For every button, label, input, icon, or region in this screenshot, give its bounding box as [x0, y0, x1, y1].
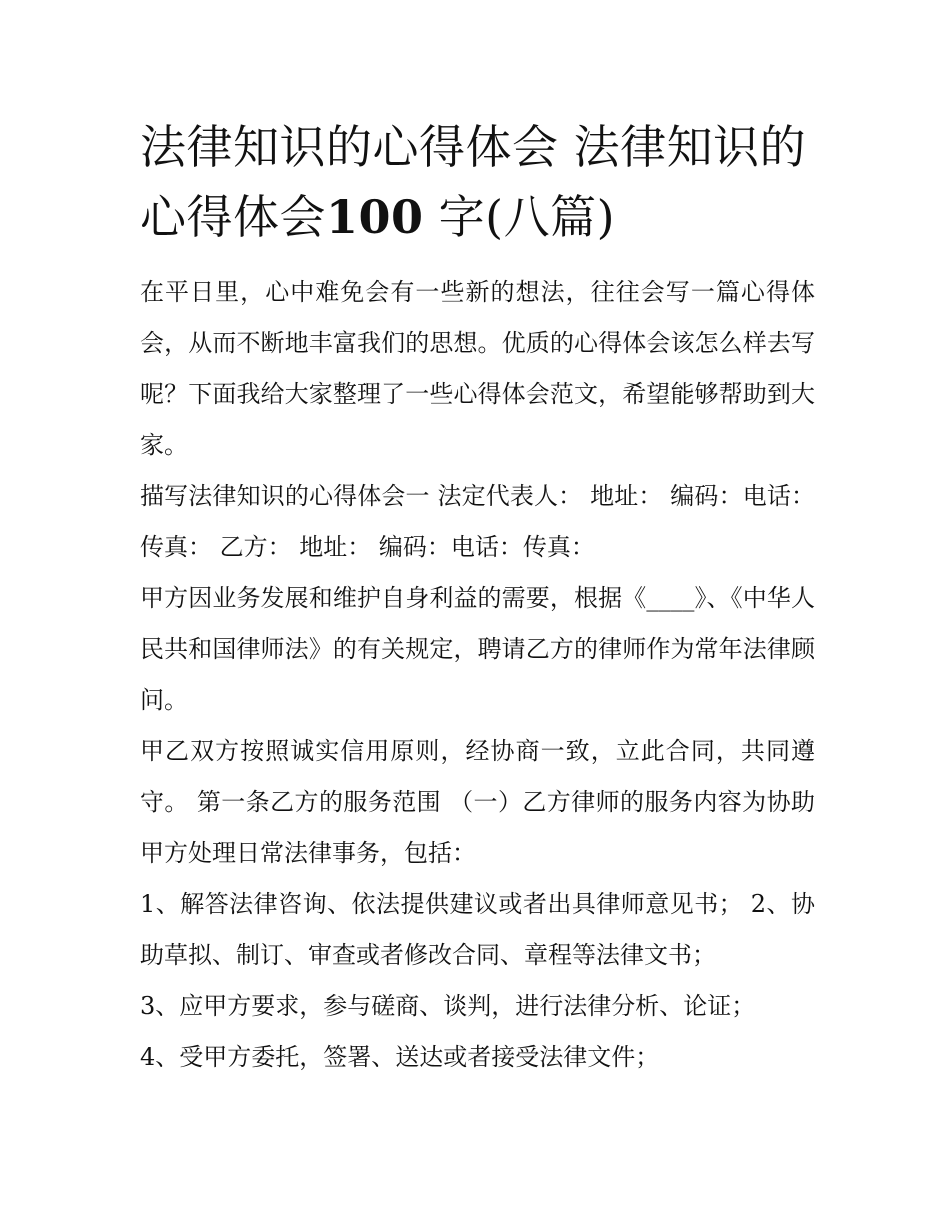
paragraph-contract-parties: 描写法律知识的心得体会一 法定代表人： 地址： 编码：电话：传真： 乙方： 地址： 编码：电话：传真： — [140, 482, 815, 561]
title-text-part1: 法律知识的心得体会 法律知识的心得体会 — [140, 120, 807, 244]
paragraph-agreement: 甲乙双方按照诚实信用原则，经协商一致，立此合同，共同遵守。 第一条乙方的服务范围 （一）乙方律师的服务内容为协助甲方处理日常法律事务，包括： — [140, 737, 815, 867]
paragraph-item-3: 3、应甲方要求，参与磋商、谈判，进行法律分析、论证； — [140, 992, 756, 1020]
title-number: 100 — [326, 190, 424, 244]
paragraph-item-1-2: 1、解答法律咨询、依法提供建议或者出具律师意见书； 2、协助草拟、制订、审查或者修改合同、章程等法律文书； — [140, 890, 815, 969]
paragraph-item-4: 4、受甲方委托，签署、送达或者接受法律文件； — [140, 1043, 660, 1071]
document-title — [140, 112, 815, 252]
paragraph-purpose: 甲方因业务发展和维护自身利益的需要，根据《____》、《中华人民共和国律师法》的有关规定，聘请乙方的律师作为常年法律顾问。 — [140, 584, 815, 714]
paragraph-intro: 在平日里，心中难免会有一些新的想法，往往会写一篇心得体会，从而不断地丰富我们的思想。优质的心得体会该怎么样去写呢？下面我给大家整理了一些心得体会范文，希望能够帮助到大家。 — [140, 278, 815, 459]
title-text-part3: 字(八篇) — [423, 190, 616, 244]
document-body — [140, 112, 815, 1083]
